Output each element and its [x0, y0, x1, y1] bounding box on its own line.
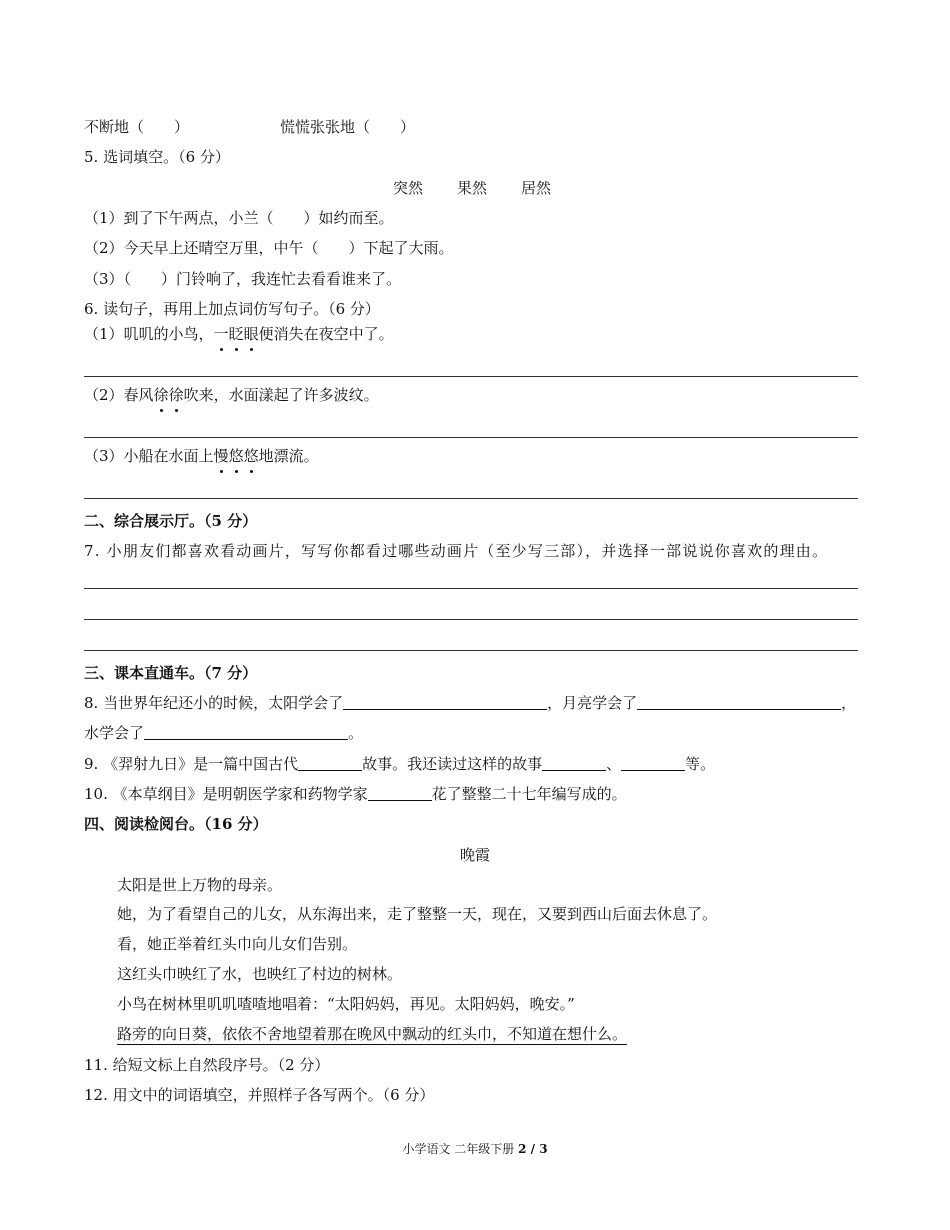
answer-line: [84, 650, 858, 651]
q12-text: 12. 用文中的词语填空，并照样子各写两个。（6 分）: [84, 1086, 435, 1104]
q6-item-3: （3）小船在水面上慢悠悠地漂流。: [84, 447, 319, 465]
page-number: 2 / 3: [518, 1142, 548, 1156]
fill-blank[interactable]: [621, 754, 685, 771]
q5-item-3: （3）（ ）门铃响了，我连忙去看看谁来了。: [84, 270, 402, 288]
fill-blank[interactable]: [144, 723, 348, 740]
passage-paragraph: 她，为了看望自己的儿女，从东海出来，走了整整一天，现在，又要到西山后面去休息了。: [117, 905, 718, 923]
passage-paragraph: 这红头巾映红了水，也映红了村边的树林。: [117, 965, 403, 983]
passage-paragraph: 太阳是世上万物的母亲。: [117, 876, 283, 894]
q5-item-1: （1）到了下午两点，小兰（ ）如约而至。: [84, 209, 394, 227]
passage-title: 晚霞: [459, 846, 490, 864]
q7-text: 7. 小朋友们都喜欢看动画片，写写你都看过哪些动画片（至少写三部），并选择一部说说你喜欢的理由。: [84, 542, 829, 560]
fill-blank[interactable]: [368, 784, 432, 801]
answer-line: [84, 437, 858, 438]
q6-item-2: （2）春风徐徐吹来，水面漾起了许多波纹。: [84, 386, 379, 404]
section-2-title: 二、综合展示厅。（5 分）: [84, 512, 258, 530]
q10-text: 10. 《本草纲目》是明朝医学家和药物学家 花了整整二十七年编写成的。: [84, 785, 627, 803]
q4-item-huanghuang: 慌慌张张地（ ）: [280, 118, 416, 136]
passage-paragraph: 看，她正举着红头巾向儿女们告别。: [117, 935, 358, 953]
q11-text: 11. 给短文标上自然段序号。（2 分）: [84, 1056, 330, 1074]
q8-line-2: 水学会了 。: [84, 724, 364, 742]
q6-item-1: （1）叽叽的小鸟，一眨眼便消失在夜空中了。: [84, 325, 394, 343]
dotted-word: 徐徐: [153, 386, 184, 404]
fill-blank[interactable]: [298, 754, 362, 771]
answer-line: [84, 588, 858, 589]
q5-word: 突然: [393, 179, 424, 197]
q5-word: 居然: [521, 179, 552, 197]
passage-paragraph-underlined: 路旁的向日葵，依依不舍地望着那在晚风中飘动的红头巾，不知道在想什么。: [117, 1025, 628, 1043]
q4-item-budunde: 不断地（ ）: [84, 118, 190, 136]
fill-blank[interactable]: [343, 693, 547, 710]
q5-item-2: （2）今天早上还晴空万里，中午（ ）下起了大雨。: [84, 239, 454, 257]
footer-subject: 小学语文 二年级下册: [402, 1142, 515, 1156]
fill-blank[interactable]: [542, 754, 606, 771]
answer-line: [84, 619, 858, 620]
passage-paragraph: 小鸟在树林里叽叽喳喳地唱着：“太阳妈妈，再见。太阳妈妈，晚安。”: [117, 995, 575, 1013]
answer-line: [84, 498, 858, 499]
page-footer: [0, 1141, 950, 1157]
q5-word-bank: [393, 178, 585, 198]
dotted-word: 一眨眼: [213, 325, 259, 343]
q5-title: 5. 选词填空。（6 分）: [84, 148, 230, 166]
q8-line-1: 8. 当世界年纪还小的时候，太阳学会了 ，月亮学会了 ，: [84, 694, 857, 712]
section-4-title: 四、阅读检阅台。（16 分）: [84, 815, 268, 833]
q6-title: 6. 读句子，再用上加点词仿写句子。（6 分）: [84, 300, 380, 318]
section-3-title: 三、课本直通车。（7 分）: [84, 664, 258, 682]
answer-line: [84, 376, 858, 377]
q5-word: 果然: [457, 179, 488, 197]
q9-text: 9. 《羿射九日》是一篇中国古代 故事。我还读过这样的故事 、 等。: [84, 755, 716, 773]
dotted-word: 慢悠悠: [213, 447, 259, 465]
fill-blank[interactable]: [637, 693, 841, 710]
